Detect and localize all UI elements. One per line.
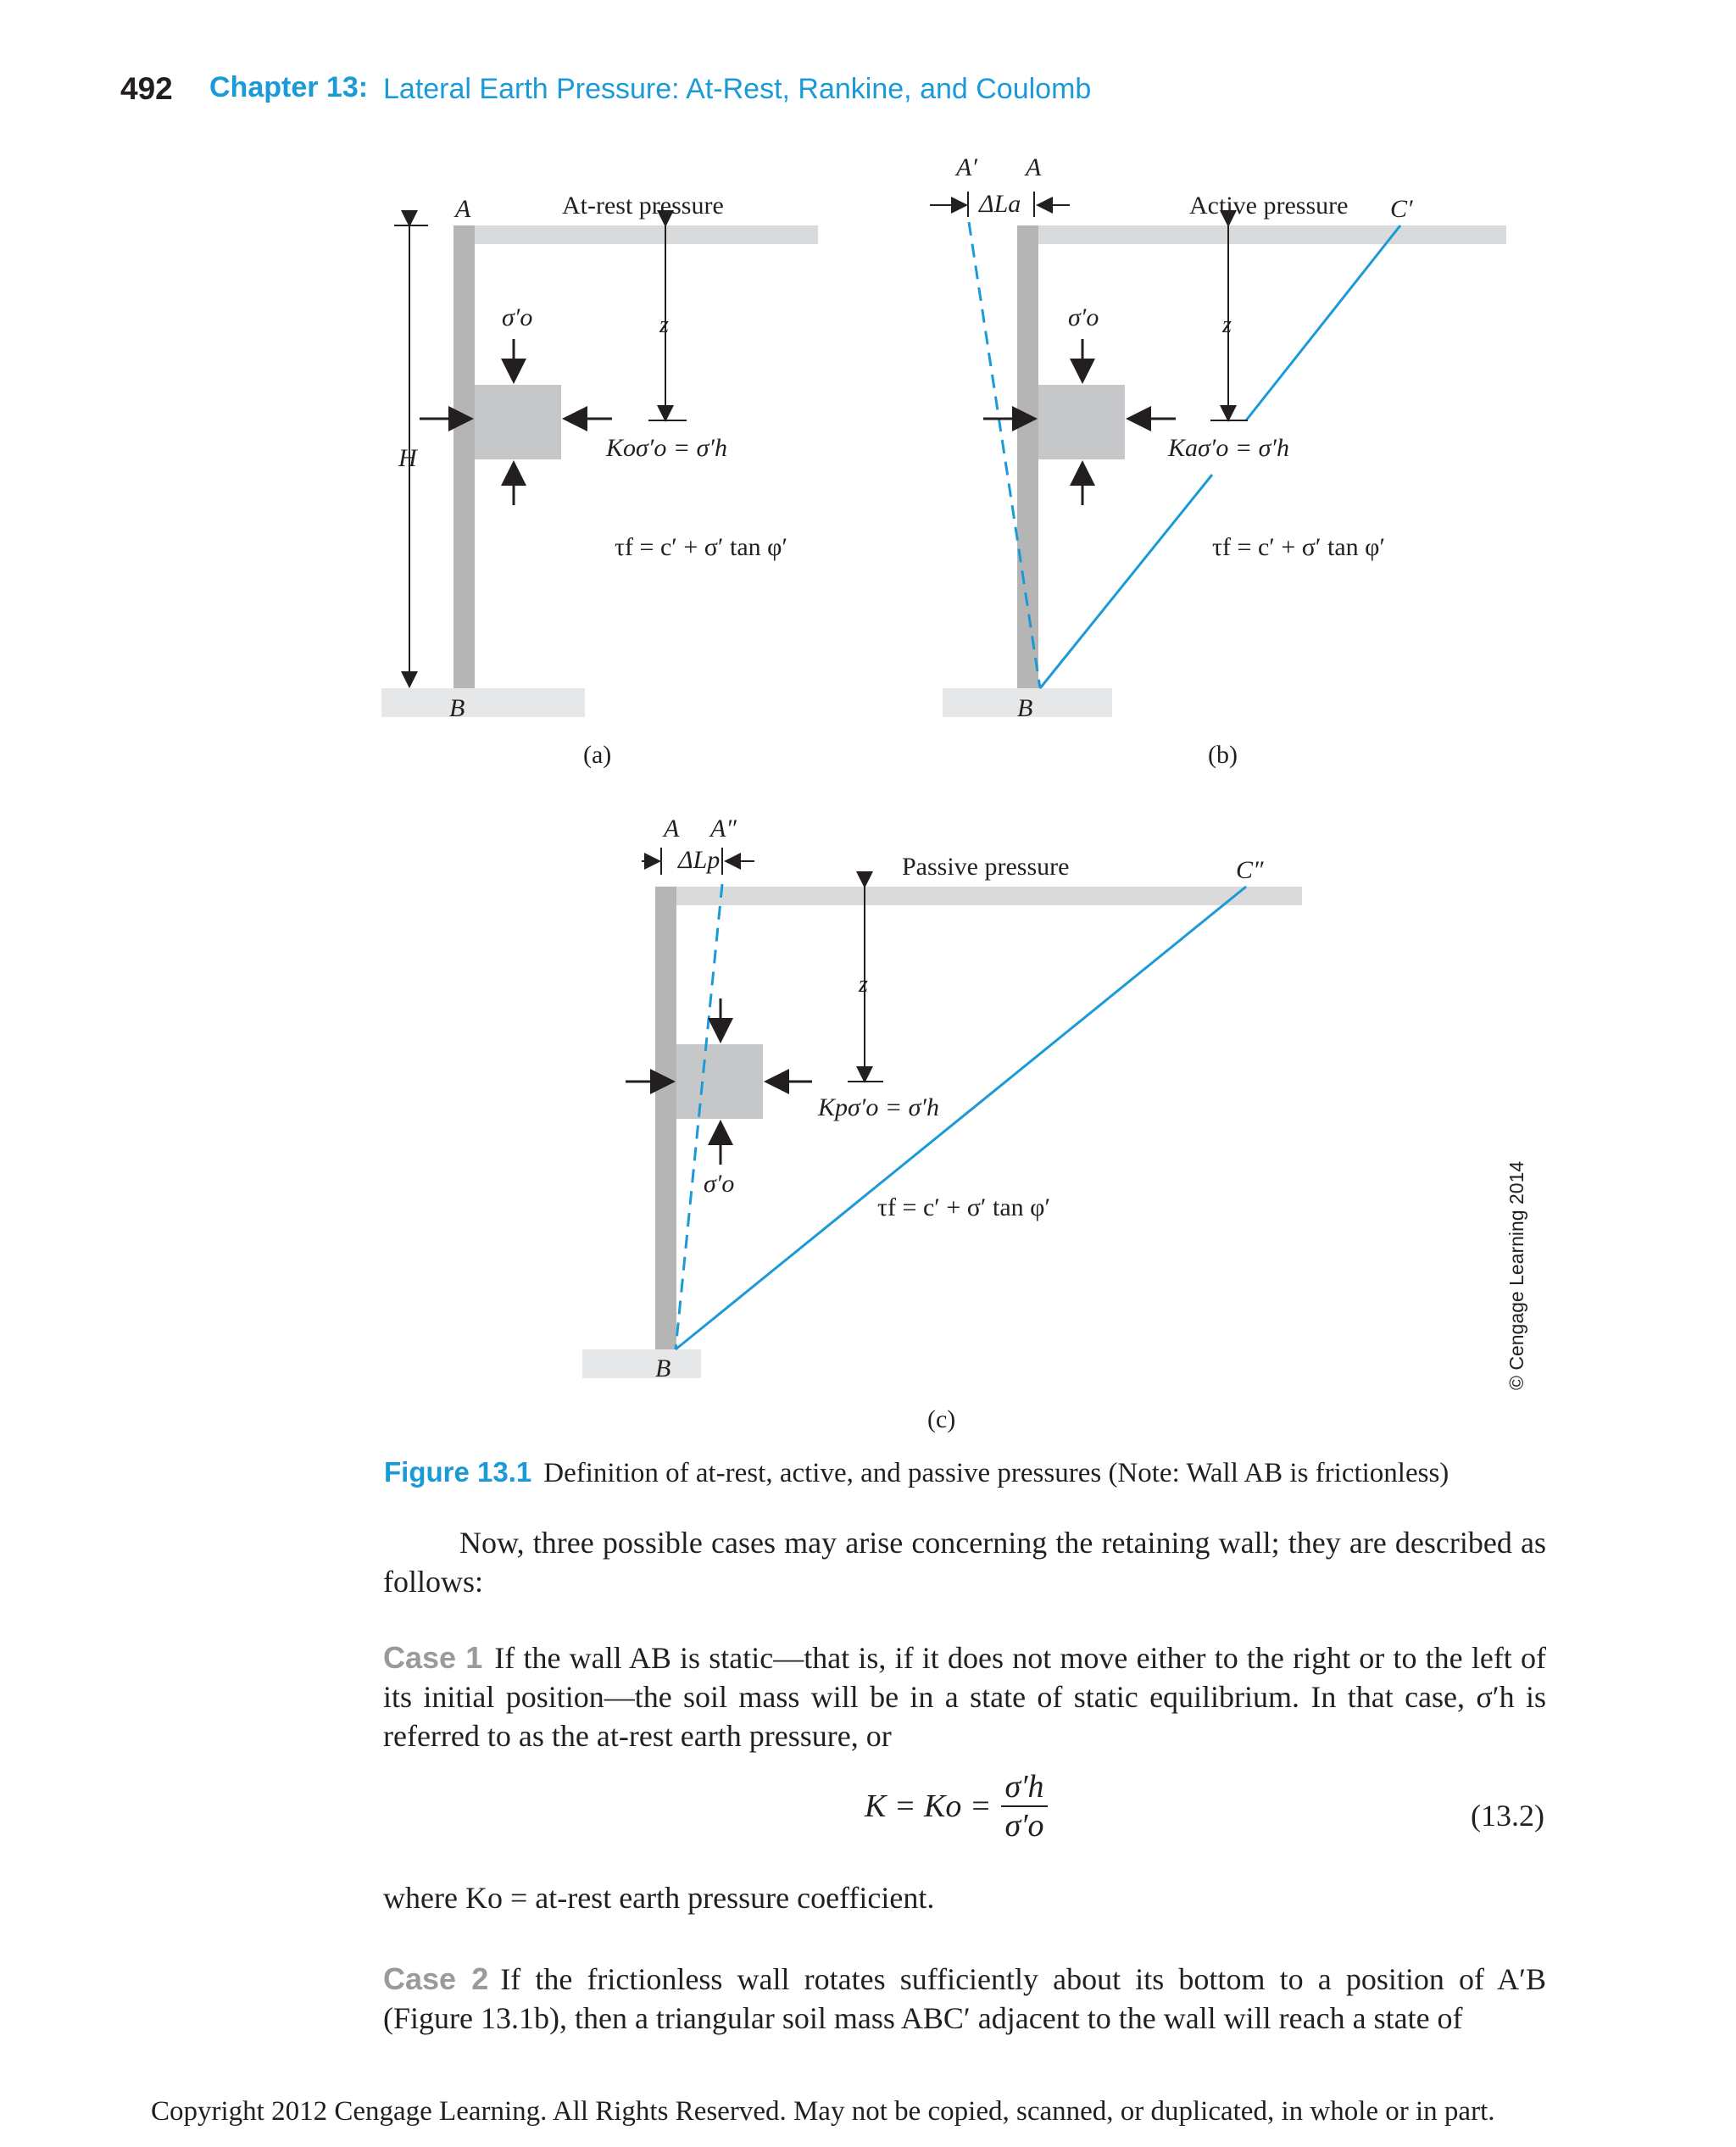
label-B: B: [1017, 694, 1033, 722]
base: [381, 688, 585, 717]
label-A: A: [664, 815, 680, 843]
label-B: B: [449, 694, 465, 722]
panel-title: Active pressure: [1189, 192, 1349, 220]
equation-13-2: [865, 1768, 1048, 1844]
backfill-surface: [458, 225, 818, 244]
panel-label: (a): [583, 741, 612, 769]
copyright-footer: Copyright 2012 Cengage Learning. All Rights Reserved. May not be copied, scanned, or duplicated, in whole or in part.: [151, 2096, 1495, 2127]
base: [582, 1349, 701, 1378]
label-H: H: [398, 444, 417, 472]
panel-label: (c): [927, 1405, 956, 1433]
label-A-double-prime: A″: [710, 815, 737, 843]
caption-label: Figure 13.1: [384, 1456, 532, 1488]
sigma-label: σ′o: [704, 1170, 735, 1198]
chapter-title: Lateral Earth Pressure: At-Rest, Rankine, and Coulomb: [383, 73, 1092, 105]
page-number: 492: [120, 71, 173, 106]
wall: [1017, 225, 1038, 692]
backfill-surface: [659, 887, 1302, 905]
where-clause: where Ko = at-rest earth pressure coefficient.: [383, 1881, 935, 1915]
label-z: z: [1222, 312, 1232, 338]
label-C-double-prime: C″: [1236, 856, 1264, 884]
equation-numerator: σ′h: [1001, 1768, 1047, 1807]
stress-equation: Kaσ′o = σ′h: [1168, 434, 1289, 462]
case-1-text: If the wall AB is static—that is, if it does not move either to the right or to the left of its initial position—the soil mass will be in a state of static equilibrium. In that case, σ′h is referred to as the at-rest earth pressure, or: [383, 1641, 1546, 1753]
wall: [655, 887, 676, 1353]
equation-fraction: [1001, 1768, 1047, 1844]
case-2-text: If the frictionless wall rotates sufficiently about its bottom to a position of A′B (Figure 13.1b), then a triangular soil mass ABC′ adjacent to the wall will reach a state of: [383, 1962, 1546, 2035]
label-B: B: [655, 1354, 671, 1382]
equation-number: (13.2): [1471, 1799, 1544, 1833]
caption-text: Definition of at-rest, active, and passive pressures (Note: Wall AB is frictionless): [543, 1458, 1449, 1488]
case-2-paragraph: [383, 1960, 1546, 2038]
soil-element: [676, 1044, 763, 1119]
shear-equation: τf = c′ + σ′ tan φ′: [877, 1193, 1051, 1221]
label-C-prime: C′: [1390, 195, 1413, 223]
label-z: z: [859, 971, 868, 998]
label-delta-L: ΔLp: [678, 846, 721, 874]
paragraph-intro: Now, three possible cases may arise concerning the retaining wall; they are described as follows:: [383, 1526, 1546, 1599]
label-delta-L: ΔLa: [979, 190, 1021, 218]
sigma-label: σ′o: [1068, 303, 1099, 331]
soil-element: [475, 385, 561, 459]
chapter-label: Chapter 13:: [209, 71, 369, 103]
panel-label: (b): [1208, 741, 1238, 769]
equation-denominator: σ′o: [1004, 1808, 1044, 1844]
panel-b: [930, 153, 1506, 769]
panel-a: [381, 192, 818, 769]
label-z: z: [659, 312, 669, 338]
panel-title: At-rest pressure: [562, 192, 724, 220]
figure-caption: [384, 1456, 1449, 1489]
label-A-prime: A′: [956, 153, 977, 181]
stress-equation: Koσ′o = σ′h: [606, 434, 727, 462]
shear-equation: τf = c′ + σ′ tan φ′: [615, 533, 788, 561]
backfill-surface: [1021, 225, 1506, 244]
panel-c: [582, 815, 1302, 1433]
image-credit: © Cengage Learning 2014: [1505, 1160, 1527, 1390]
sigma-label: σ′o: [502, 303, 533, 331]
case-1-label: Case 1: [383, 1640, 483, 1675]
panel-title: Passive pressure: [902, 853, 1070, 881]
label-A: A: [1026, 153, 1042, 181]
soil-element: [1038, 385, 1125, 459]
case-2-label: Case 2: [383, 1961, 489, 1996]
failure-wedge-line: [1040, 475, 1212, 688]
failure-wedge-line: [1246, 225, 1400, 420]
stress-equation: Kpσ′o = σ′h: [818, 1093, 939, 1121]
shear-equation: τf = c′ + σ′ tan φ′: [1212, 533, 1386, 561]
equation-lhs: K = Ko =: [865, 1788, 992, 1824]
label-A: A: [455, 195, 471, 223]
case-1-paragraph: [383, 1638, 1546, 1755]
wall: [453, 225, 475, 692]
